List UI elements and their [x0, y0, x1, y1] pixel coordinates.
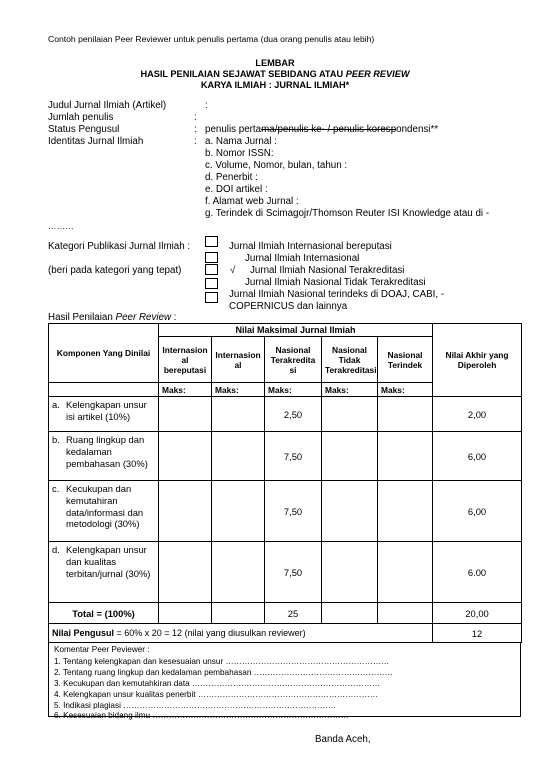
title-line2-italic: PEER REVIEW: [345, 69, 410, 79]
col-header: Nasional Terindek: [378, 337, 433, 383]
header-note: Contoh penilaian Peer Reviewer untuk penulis pertama (dua orang penulis atau lebih): [48, 34, 375, 44]
cell-empty: [159, 603, 212, 624]
row-label: [49, 481, 159, 542]
hasil-label-a: Hasil Penilaian: [48, 312, 116, 323]
total-akhir: 20,00: [433, 603, 522, 624]
total-label: Total = (100%): [49, 603, 159, 624]
pengusul-label: Nilai Pengusul: [52, 628, 115, 638]
total-nasional: 25: [265, 603, 322, 624]
title-line2-main: HASIL PENILAIAN SEJAWAT SEBIDANG ATAU: [140, 69, 346, 79]
maks-label: Maks:: [212, 383, 265, 397]
cell-empty: [378, 397, 433, 432]
row-letter: d.: [52, 544, 60, 555]
status-label: Status Pengusul: [48, 124, 120, 135]
total-row: [49, 603, 522, 624]
row-letter: c.: [52, 483, 60, 494]
judul-label: Judul Jurnal Ilmiah (Artikel): [48, 100, 167, 111]
pengusul-cell: [49, 624, 433, 643]
nilai-maks-header: Nilai Maksimal Jurnal Ilmiah: [159, 324, 433, 337]
komentar-box: [48, 642, 521, 720]
identitas-label: Identitas Jurnal Ilmiah: [48, 136, 144, 147]
komentar-item: 1. Tentang kelengkapan dan kesesuaian unsur ……………………………………………………: [54, 657, 390, 666]
status-part-struck: ma/penulis ke- / penulis koresp: [261, 124, 397, 135]
cell-nasional-terakreditasi: 7,50: [265, 481, 322, 542]
cell-empty: [159, 432, 212, 481]
cell-empty: [378, 432, 433, 481]
cell-nilai-akhir: 6.00: [433, 542, 522, 603]
cell-nilai-akhir: 6,00: [433, 481, 522, 542]
maks-label: Maks:: [322, 383, 378, 397]
row-text: Kelengkapan unsur isi artikel (10%): [66, 399, 147, 422]
komentar-item: 5. Indikasi plagiasi ……………………………………………………………………: [54, 701, 337, 710]
jumlah-label: Jumlah penulis: [48, 112, 114, 123]
cell-empty: [378, 603, 433, 624]
status-part-c: ondensi**: [396, 124, 439, 135]
komentar-item: 4. Kelengkapan unsur kualitas penerbit …………………………………………………………: [54, 690, 378, 699]
status-part-a: penulis perta: [205, 124, 262, 135]
maks-label: Maks:: [159, 383, 212, 397]
identitas-item: g. Terindek di Scimagojr/Thomson Reuter ISI Knowledge atau di -: [205, 208, 490, 219]
score-table: [48, 323, 522, 643]
identitas-item: b. Nomor ISSN:: [205, 148, 274, 159]
cell-empty: [212, 542, 265, 603]
kategori-checkbox[interactable]: [205, 264, 218, 275]
table-row: [49, 432, 522, 481]
table-row: [49, 481, 522, 542]
kategori-option: Jurnal Ilmiah Nasional Tidak Terakreditasi: [245, 277, 426, 288]
row-label: [49, 397, 159, 432]
kategori-option: Jurnal Ilmiah Nasional terindeks di DOAJ, CABI, -: [229, 289, 445, 300]
row-text: Ruang lingkup dan kedalaman pembahasan (30%): [66, 434, 148, 469]
sign-place: Banda Aceh,: [315, 734, 371, 745]
identitas-item: f. Alamat web Jurnal :: [205, 196, 299, 207]
hasil-label-c: :: [171, 312, 177, 323]
kategori-option: Jurnal Ilmiah Internasional bereputasi: [229, 241, 392, 252]
cell-empty: [212, 603, 265, 624]
row-label: [49, 432, 159, 481]
jumlah-colon: :: [194, 112, 197, 123]
identitas-dots: ………: [48, 221, 74, 231]
kategori-checkbox[interactable]: [205, 252, 218, 263]
maks-label: Maks:: [265, 383, 322, 397]
nilai-akhir-header: Nilai Akhir yang Diperoleh: [433, 324, 522, 397]
komentar-item: 2. Tentang ruang lingkup dan kedalaman pembahasan ……………………………………………: [54, 668, 393, 677]
cell-empty: [159, 481, 212, 542]
cell-nilai-akhir: 2,00: [433, 397, 522, 432]
cell-empty: [159, 542, 212, 603]
kategori-option: Jurnal Ilmiah Internasional: [245, 253, 360, 264]
col-header: Internasion al: [212, 337, 265, 383]
col-header: Internasion al bereputasi: [159, 337, 212, 383]
identitas-item: e. DOI artikel :: [205, 184, 268, 195]
cell-empty: [378, 542, 433, 603]
row-label: [49, 542, 159, 603]
hasil-label-italic: Peer Review: [115, 312, 172, 323]
cell-empty: [212, 481, 265, 542]
identitas-item: c. Volume, Nomor, bulan, tahun :: [205, 160, 348, 171]
komponen-empty: [49, 383, 159, 397]
cell-nasional-terakreditasi: 7,50: [265, 432, 322, 481]
row-letter: b.: [52, 434, 60, 445]
cell-empty: [212, 432, 265, 481]
title-line3: KARYA ILMIAH : JURNAL ILMIAH*: [200, 80, 350, 90]
col-header: Nasional Terakredita si: [265, 337, 322, 383]
kategori-label: Kategori Publikasi Jurnal Ilmiah :: [48, 241, 191, 252]
identitas-item: a. Nama Jurnal :: [205, 136, 277, 147]
kategori-option: COPERNICUS dan lainnya: [229, 301, 348, 312]
cell-empty: [212, 397, 265, 432]
komentar-item: 6. Kesesuaian bidang ilmu ………………………………………………………………: [54, 711, 349, 720]
kategori-checkbox[interactable]: [205, 292, 218, 303]
title-line2: [0, 69, 550, 79]
hasil-label: [48, 312, 177, 323]
komentar-item: 3. Kecukupan dan kemutahkiran data ……………………………………………………………: [54, 679, 381, 688]
pengusul-value: 12: [433, 624, 522, 643]
komponen-header: Komponen Yang Dinilai: [49, 324, 159, 383]
judul-colon: :: [205, 100, 208, 111]
kategori-hint: (beri pada kategori yang tepat): [48, 265, 182, 276]
cell-empty: [159, 397, 212, 432]
table-row: [49, 542, 522, 603]
identitas-item: d. Penerbit :: [205, 172, 258, 183]
kategori-checkbox[interactable]: [205, 278, 218, 289]
cell-nasional-terakreditasi: 7,50: [265, 542, 322, 603]
row-letter: a.: [52, 399, 60, 410]
cell-empty: [322, 542, 378, 603]
maks-label: Maks:: [378, 383, 433, 397]
cell-nasional-terakreditasi: 2,50: [265, 397, 322, 432]
row-text: Kecukupan dan kemutahiran data/informasi dan metodologi (30%): [66, 483, 144, 530]
cell-empty: [322, 603, 378, 624]
table-row: [49, 397, 522, 432]
row-text: Kelengkapan unsur dan kualitas terbitan/jurnal (30%): [66, 544, 151, 579]
identitas-colon: :: [194, 136, 197, 147]
status-colon: :: [194, 124, 197, 135]
kategori-checkbox[interactable]: [205, 236, 218, 247]
check-mark-icon: √: [230, 265, 236, 276]
cell-empty: [322, 432, 378, 481]
cell-empty: [378, 481, 433, 542]
status-value: [205, 124, 438, 135]
pengusul-row: [49, 624, 522, 643]
title-line1: LEMBAR: [255, 58, 295, 68]
col-header: Nasional Tidak Terakreditasi: [322, 337, 378, 383]
kategori-option: Jurnal Ilmiah Nasional Terakreditasi: [250, 265, 405, 276]
komentar-title: Komentar Peer Peviewer :: [54, 645, 150, 654]
pengusul-formula: = 60% x 20 = 12 (nilai yang diusulkan reviewer): [114, 628, 306, 638]
cell-empty: [322, 481, 378, 542]
cell-nilai-akhir: 6,00: [433, 432, 522, 481]
cell-empty: [322, 397, 378, 432]
